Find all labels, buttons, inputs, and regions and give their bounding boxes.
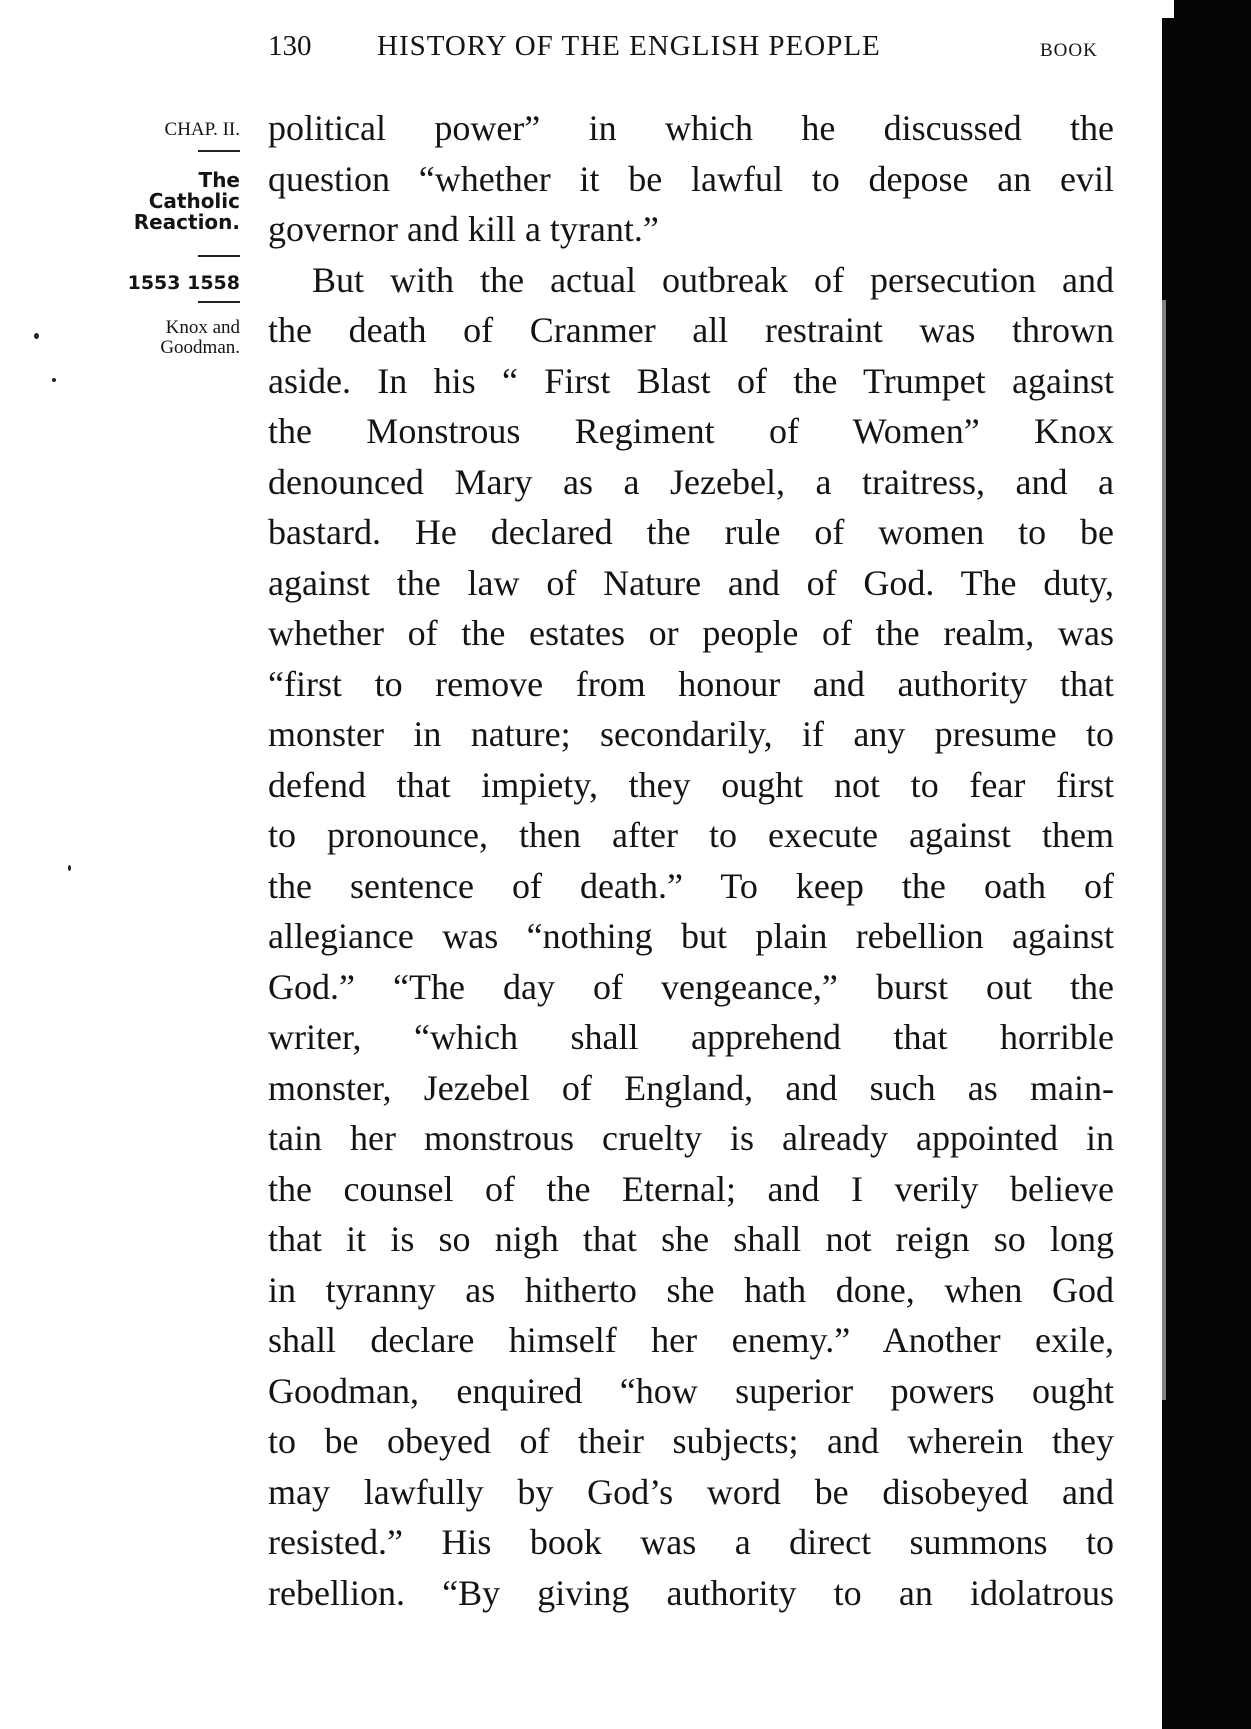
margin-dates: 1553 1558 [127,272,240,294]
scan-speck [34,333,39,339]
margin-subtopic [160,318,240,358]
margin-subtopic-line: Goodman. [160,336,240,358]
text-line: writer, “which shall apprehend that horrible [268,1017,1114,1057]
book-label: BOOK [1040,40,1098,61]
text-line: Goodman, enquired “how superior powers ought [268,1370,1114,1411]
text-line: the Monstrous Regiment of Women” Knox [268,411,1114,451]
text-line: governor and kill a tyrant.” [268,209,659,249]
text-line: rebellion. “By giving authority to an idolatrous [268,1572,1114,1613]
text-line: defend that impiety, they ought not to fear first [268,764,1114,805]
text-line: that it is so nigh that she shall not reign so long [268,1219,1114,1259]
margin-rule [198,150,240,152]
text-line: “first to remove from honour and authority that [268,663,1114,704]
scan-speck [52,378,56,382]
text-line: tain her monstrous cruelty is already appointed in [268,1118,1114,1158]
body-text [268,103,1114,1618]
text-line: monster, Jezebel of England, and such as main- [268,1067,1114,1108]
text-line: But with the actual outbreak of persecution and [312,259,1114,300]
text-line: in tyranny as hitherto she hath done, when God [268,1269,1114,1310]
margin-rule [198,301,240,303]
text-line: against the law of Nature and of God. The duty, [268,562,1114,603]
running-title: HISTORY OF THE ENGLISH PEOPLE [377,30,881,62]
text-line: aside. In his “ First Blast of the Trumpet against [268,360,1114,401]
text-line: denounced Mary as a Jezebel, a traitress, and a [268,461,1114,502]
text-line: allegiance was “nothing but plain rebellion against [268,916,1114,956]
text-line: whether of the estates or people of the realm, was [268,613,1114,653]
text-line: to pronounce, then after to execute against them [268,815,1114,855]
text-line: resisted.” His book was a direct summons to [268,1522,1114,1562]
text-line: shall declare himself her enemy.” Another exile, [268,1320,1114,1360]
text-line: political power” in which he discussed the [268,108,1114,148]
margin-rule [198,255,240,257]
scan-speck [68,865,71,871]
text-line: God.” “The day of vengeance,” burst out the [268,966,1114,1007]
text-line: bastard. He declared the rule of women to be [268,512,1114,552]
margin-topic-line: Catholic [148,189,240,213]
scan-edge-notch [1162,300,1166,1400]
text-line: the counsel of the Eternal; and I verily believe [268,1168,1114,1209]
text-line: question “whether it be lawful to depose an evil [268,158,1114,199]
margin-topic-line: Reaction. [133,210,240,234]
text-line: the sentence of death.” To keep the oath of [268,865,1114,906]
text-line: monster in nature; secondarily, if any presume to [268,714,1114,754]
margin-topic-line: The [198,168,240,192]
text-line: to be obeyed of their subjects; and wherein they [268,1421,1114,1461]
scan-edge-notch [1162,0,1174,18]
text-line: may lawfully by God’s word be disobeyed and [268,1471,1114,1512]
scan-edge-shadow [1162,0,1251,1729]
margin-subtopic-line: Knox and [165,317,240,338]
text-line: the death of Cranmer all restraint was thrown [268,310,1114,350]
page-number: 130 [268,30,312,62]
margin-topic [134,170,240,233]
margin-chapter: CHAP. II. [164,119,240,140]
